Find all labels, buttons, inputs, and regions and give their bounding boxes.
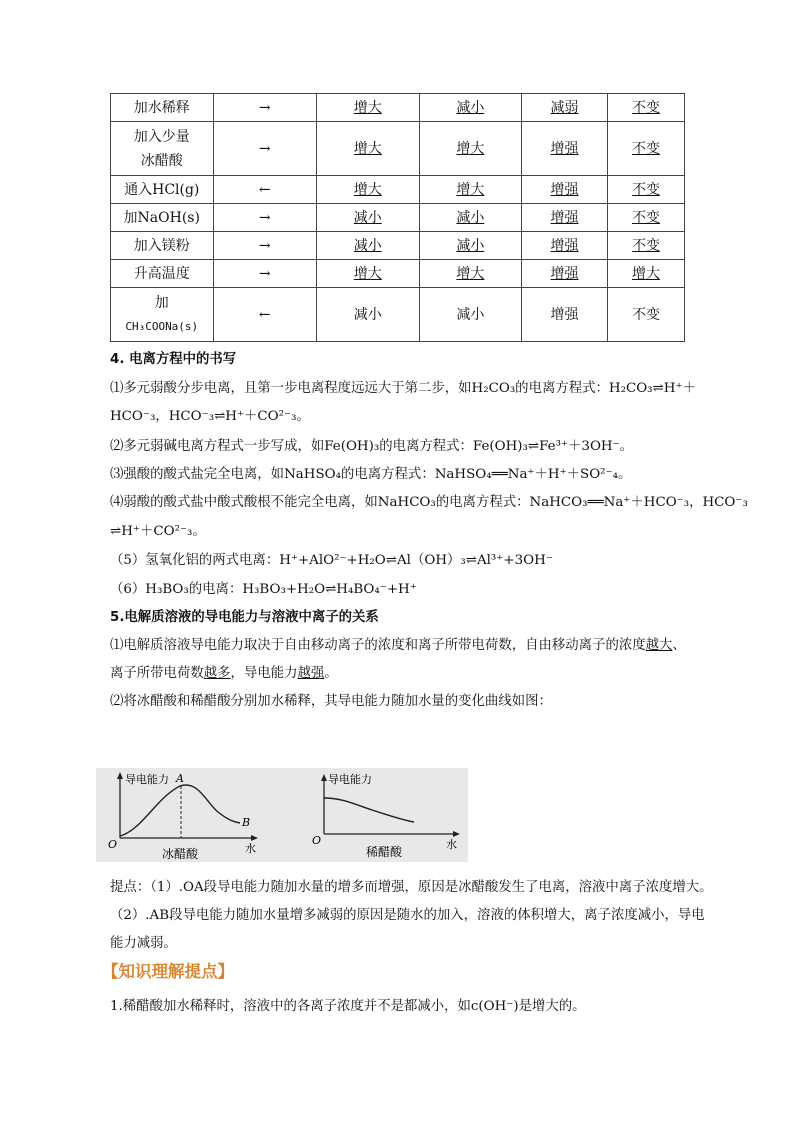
- table-row: [111, 260, 685, 288]
- paragraph-line: ⑵将冰醋酸和稀醋酸分别加水稀释，其导电能力随加水量的变化曲线如图：: [110, 694, 552, 709]
- condition-line: 加: [154, 294, 169, 311]
- ionization-effect-table: [110, 93, 685, 342]
- shift-cell: →: [213, 204, 317, 232]
- left-origin-label: O: [108, 838, 118, 851]
- value-cell: 增大: [353, 99, 382, 116]
- value-cell: 增大: [353, 265, 382, 282]
- knowledge-line: 1.稀醋酸加水稀释时，溶液中的各离子浓度并不是都减小，如c(OH⁻)是增大的。: [110, 999, 586, 1014]
- section-4-title: 4. 电离方程中的书写: [110, 352, 237, 367]
- value-cell: 增大: [353, 140, 382, 157]
- value-cell: 减小: [456, 99, 485, 116]
- table-row: [111, 122, 685, 176]
- section-5-title: 5.电解质溶液的导电能力与溶液中离子的关系: [110, 610, 379, 625]
- left-x-arrow: [251, 835, 258, 841]
- value-cell: 减小: [419, 288, 522, 342]
- table-row: [111, 204, 685, 232]
- value-cell: 不变: [631, 209, 660, 226]
- right-x-arrow: [453, 831, 460, 837]
- left-curve: [120, 785, 240, 836]
- value-cell: 减小: [456, 209, 485, 226]
- condition-line: 加入少量: [133, 128, 190, 145]
- condition-line: CH₃COONa(s): [125, 319, 199, 333]
- value-cell: 不变: [631, 181, 660, 198]
- condition-line: 冰醋酸: [140, 152, 183, 169]
- shift-cell: →: [213, 94, 317, 122]
- value-cell: 增大: [353, 181, 382, 198]
- condition-cell: [111, 122, 214, 176]
- value-cell: 减小: [317, 288, 420, 342]
- value-cell: 不变: [607, 288, 684, 342]
- value-cell: 减弱: [550, 99, 579, 116]
- conductivity-curves: [96, 768, 468, 862]
- condition-cell: 加NaOH(s): [111, 204, 214, 232]
- right-curve: [324, 798, 414, 822]
- shift-cell: →: [213, 232, 317, 260]
- point-a-label: A: [176, 772, 184, 785]
- value-cell: 增强: [550, 265, 579, 282]
- left-ylabel: 导电能力: [125, 773, 169, 786]
- paragraph-line: ⑵多元弱碱电离方程式一步写成，如Fe(OH)₃的电离方程式：Fe(OH)₃⇌Fe³⁺＋3OH⁻。: [110, 439, 634, 454]
- paragraph-line: ⑴多元弱酸分步电离，且第一步电离程度远远大于第二步，如H₂CO₃的电离方程式：H₂CO₃⇌H⁺＋: [110, 381, 696, 396]
- value-cell: 增强: [550, 209, 579, 226]
- value-cell: 不变: [631, 140, 660, 157]
- underlined-text: 越强: [297, 666, 325, 681]
- paragraph-line: ⑶强酸的酸式盐完全电离，如NaHSO₄的电离方程式：NaHSO₄══Na⁺＋H⁺＋SO²⁻₄。: [110, 467, 632, 482]
- paragraph-line: HCO⁻₃，HCO⁻₃⇌H⁺＋CO²⁻₃。: [110, 409, 310, 424]
- tip-line: 能力减弱。: [110, 936, 177, 951]
- point-b-label: B: [242, 816, 251, 829]
- knowledge-section-title: 【知识理解提点】: [102, 962, 234, 981]
- condition-cell: 升高温度: [111, 260, 214, 288]
- table-row: [111, 288, 685, 342]
- right-ylabel: 导电能力: [328, 773, 372, 786]
- shift-cell: ←: [213, 176, 317, 204]
- condition-cell: 通入HCl(g): [111, 176, 214, 204]
- table-row: [111, 94, 685, 122]
- shift-cell: →: [213, 260, 317, 288]
- text-run: 。: [324, 666, 338, 681]
- value-cell: 增大: [456, 140, 485, 157]
- value-cell: 减小: [353, 237, 382, 254]
- condition-cell: 加水稀释: [111, 94, 214, 122]
- paragraph-line: [110, 634, 686, 653]
- paragraph-line: （6）H₃BO₃的电离：H₃BO₃+H₂O⇌H₄BO₄⁻+H⁺: [110, 582, 417, 597]
- shift-cell: →: [213, 122, 317, 176]
- value-cell: 增大: [456, 181, 485, 198]
- value-cell: 增强: [550, 237, 579, 254]
- value-cell: 不变: [631, 237, 660, 254]
- condition-cell: 加入镁粉: [111, 232, 214, 260]
- right-y-arrow: [321, 774, 327, 781]
- text-run: ⑴电解质溶液导电能力取决于自由移动离子的浓度和离子所带电荷数，自由移动离子的浓度: [110, 638, 646, 653]
- condition-cell: [111, 288, 214, 342]
- value-cell: 增大: [631, 265, 660, 282]
- tip-line: 提点：（1）.OA段导电能力随加水量的增多而增强，原因是冰醋酸发生了电离，溶液中离子浓度增大。: [110, 880, 713, 895]
- text-run: 、: [672, 638, 686, 653]
- left-xlabel: 水: [245, 842, 256, 855]
- left-caption: 冰醋酸: [162, 847, 199, 861]
- table-row: [111, 232, 685, 260]
- value-cell: 不变: [631, 99, 660, 116]
- paragraph-line: [110, 662, 338, 681]
- paragraph-line: （5）氢氧化铝的两式电离：H⁺+AlO²⁻+H₂O⇌Al（OH）₃⇌Al³⁺+3OH⁻: [110, 553, 553, 568]
- paragraph-line: ⇌H⁺＋CO²⁻₃。: [110, 524, 206, 539]
- text-run: ，导电能力: [230, 666, 298, 681]
- value-cell: 减小: [353, 209, 382, 226]
- value-cell: 增强: [522, 288, 608, 342]
- right-xlabel: 水: [446, 838, 457, 851]
- tip-line: （2）.AB段导电能力随加水量增多减弱的原因是随水的加入，溶液的体积增大，离子浓度减小，导电: [110, 908, 705, 923]
- shift-cell: ←: [213, 288, 317, 342]
- right-caption: 稀醋酸: [366, 845, 403, 859]
- left-y-arrow: [117, 772, 123, 779]
- text-run: 离子所带电荷数: [110, 666, 204, 681]
- value-cell: 减小: [456, 237, 485, 254]
- underlined-text: 越大: [645, 638, 673, 653]
- table-row: [111, 176, 685, 204]
- right-origin-label: O: [312, 834, 322, 847]
- underlined-text: 越多: [203, 666, 231, 681]
- value-cell: 增强: [550, 140, 579, 157]
- paragraph-line: ⑷弱酸的酸式盐中酸式酸根不能完全电离，如NaHCO₃的电离方程式：NaHCO₃══Na⁺＋HCO⁻₃，HCO⁻₃: [110, 495, 748, 510]
- conductivity-figure: [96, 768, 468, 862]
- value-cell: 增强: [550, 181, 579, 198]
- value-cell: 增大: [456, 265, 485, 282]
